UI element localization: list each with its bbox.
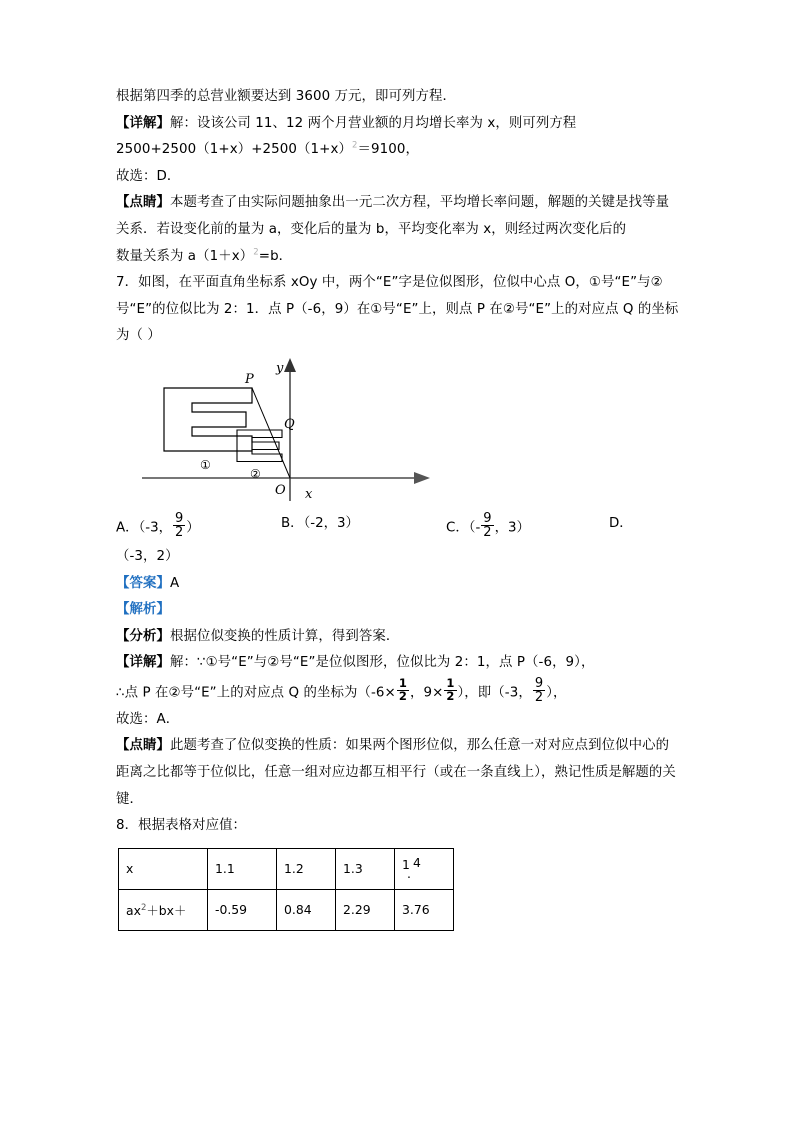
question-8-text: 根据表格对应值： <box>138 818 247 834</box>
digit-one: 1 <box>402 857 410 873</box>
formula-line <box>116 244 682 271</box>
figure-label-E1: ① <box>200 457 211 472</box>
label-dianjing: 【点睛】 <box>116 195 170 211</box>
digit-four: 4 <box>413 855 421 871</box>
answer-line <box>116 571 682 598</box>
paragraph-line-1: 根据第四季的总营业额要达到 3600 万元，即可列方程． <box>116 89 456 104</box>
solution-fraction-2: $\frac{1}{2}$ <box>446 676 455 704</box>
question-8-number: 8． <box>116 818 139 834</box>
cell-f-label <box>119 889 208 930</box>
cell-f-label-superscript: 2 <box>140 902 147 913</box>
cell-f-value-4: 3.76 <box>395 889 454 930</box>
option-d-value: （-3，2） <box>116 548 179 564</box>
option-d-key-wrap[interactable] <box>609 512 633 531</box>
option-b-key: B． <box>281 515 304 531</box>
label-q7-dianjing: 【点睛】 <box>116 738 170 754</box>
solution-pre: ∴点 P 在②号“E”上的对应点 Q 的坐标为（-6× <box>116 685 396 701</box>
cell-x-value-3: 1.3 <box>336 848 395 889</box>
option-a-suffix: ） <box>186 520 200 536</box>
xiangjie-text: 解：设该公司 11、12 两个月营业额的月均增长率为 x，则可列方程 <box>169 115 577 131</box>
cell-x-value-4-glyphs <box>402 855 426 882</box>
option-c[interactable] <box>446 512 530 540</box>
solution-mid-2: ），即（-3， <box>457 685 532 701</box>
cell-x-label: x <box>119 848 208 889</box>
formula-superscript: 2 <box>253 247 259 258</box>
dianjing-text: 本题考查了由实际问题抽象出一元二次方程，平均增长率问题，解题的关键是找等量关系．若设变化前的量为 a，变化后的量为 b，平均变化率为 x，则经过两次变化后的 <box>116 195 670 237</box>
option-d-key: D． <box>609 515 633 531</box>
analysis-header-line <box>116 597 682 624</box>
equation-line <box>116 137 682 164</box>
label-fenxi: 【分析】 <box>116 628 170 644</box>
answer-value: A <box>169 575 180 591</box>
figure-label-y: y <box>276 360 284 376</box>
decimal-point: . <box>407 866 411 882</box>
formula-pre: 数量关系为 a（1＋x） <box>116 248 254 264</box>
cell-x-value-4 <box>395 848 454 889</box>
option-d-value-line[interactable] <box>116 544 682 571</box>
solution-post: ）， <box>546 685 567 701</box>
cell-x-value-1: 1.1 <box>208 848 277 889</box>
question-8-value-table <box>118 848 454 931</box>
geometry-figure-similar-E-shapes <box>142 356 442 508</box>
question-7-number: 7． <box>116 275 139 291</box>
label-analysis: 【解析】 <box>116 602 170 618</box>
question-7-options <box>116 512 682 542</box>
option-a[interactable] <box>116 512 200 540</box>
option-c-key: C． <box>446 520 469 536</box>
solution-fraction-3: $\frac{9}{2}$ <box>534 675 544 706</box>
cell-f-value-1: -0.59 <box>208 889 277 930</box>
option-b-value: （-2，3） <box>303 515 359 531</box>
solution-mid: ，9× <box>409 685 444 701</box>
label-q7-xiangjie: 【详解】 <box>116 655 170 671</box>
paragraph-dianjing-1 <box>116 190 682 243</box>
table-row-f <box>119 889 454 930</box>
q7-xiangjie-text: 解：∵①号“E”与②号“E”是位似图形，位似比为 2：1，点 P（-6，9）， <box>169 655 595 671</box>
option-b[interactable] <box>281 512 359 531</box>
cell-f-value-3: 2.29 <box>336 889 395 930</box>
figure-label-E2: ② <box>250 466 261 481</box>
equation-pre: 2500+2500（1+x）+2500（1+x） <box>116 142 352 158</box>
q7-dianjing-text: 此题考查了位似变换的性质：如果两个图形位似，那么任意一对对应点到位似中心的距离之比都等于位似比，任意一组对应边都互相平行（或在一条直线上），熟记性质是解题的关键． <box>116 738 676 807</box>
answer-choice-line-d: 故选：D． <box>116 168 181 184</box>
figure-label-Q: Q <box>284 416 295 432</box>
question-8-stem <box>116 813 682 840</box>
table-row-x <box>119 848 454 889</box>
q7-xiangjie-line <box>116 650 682 677</box>
label-xiangjie: 【详解】 <box>116 115 170 131</box>
figure-label-O: O <box>275 482 286 498</box>
document-content <box>116 84 682 931</box>
paragraph-xiangjie-1 <box>116 111 682 138</box>
option-a-key: A． <box>116 520 139 536</box>
figure-label-x: x <box>305 486 313 502</box>
option-c-prefix: （- <box>468 520 481 536</box>
figure-label-P: P <box>245 371 254 387</box>
cell-f-value-2: 0.84 <box>277 889 336 930</box>
solution-coordinate-line <box>116 677 682 707</box>
fenxi-line <box>116 624 682 651</box>
equation-superscript: 2 <box>351 140 358 151</box>
fenxi-text: 根据位似变换的性质计算，得到答案． <box>169 628 400 644</box>
cell-x-value-2: 1.2 <box>277 848 336 889</box>
option-a-prefix: （-3， <box>138 520 172 536</box>
cell-f-label-post: ＋bx＋ <box>146 902 187 918</box>
solution-fraction-1: $\frac{1}{2}$ <box>398 676 407 704</box>
label-answer: 【答案】 <box>116 575 170 591</box>
solution-conclusion: 故选：A． <box>116 711 180 727</box>
formula-post: =b． <box>258 248 293 264</box>
q7-dianjing-line <box>116 733 682 813</box>
option-c-suffix: ，3） <box>494 520 530 536</box>
question-7-stem <box>116 270 682 350</box>
equation-post: ＝9100， <box>357 142 419 158</box>
option-a-fraction: $\frac{9}{2}$ <box>175 510 184 541</box>
question-7-text: 如图，在平面直角坐标系 xOy 中，两个“E”字是位似图形，位似中心点 O，①号“E”与②号“E”的位似比为 2：1．点 P（-6，9）在①号“E”上，则点 P 在②号“E”上的对应点 Q 的坐标为（ ） <box>116 275 679 344</box>
cell-f-label-pre: ax <box>126 902 141 918</box>
option-c-fraction: $\frac{9}{2}$ <box>483 510 492 541</box>
